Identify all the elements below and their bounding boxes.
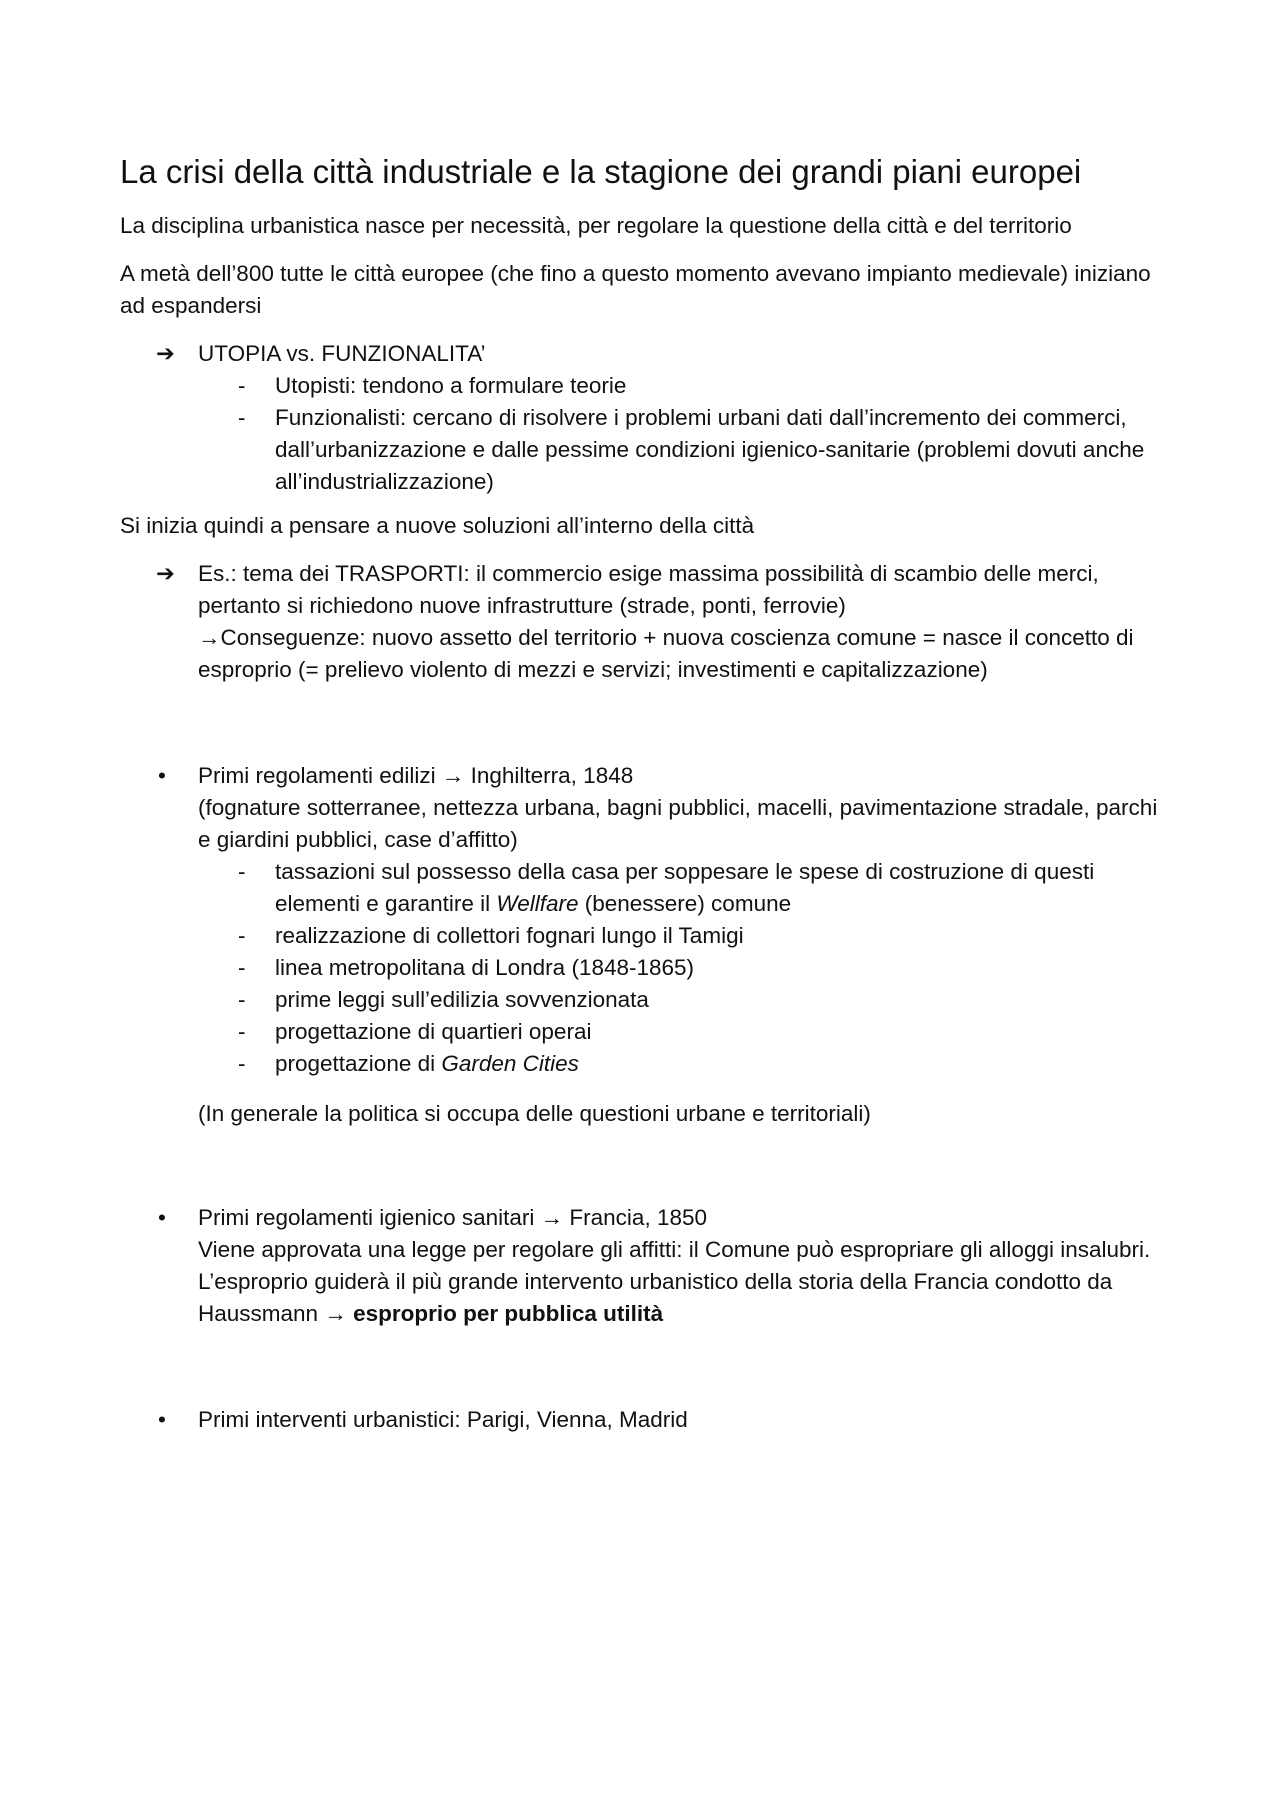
list-item: - prime leggi sull’edilizia sovvenzionata [275,984,1160,1016]
document-title: La crisi della città industriale e la stagione dei grandi piani europei [120,153,1082,190]
thin-arrow-icon: → [324,1301,347,1326]
dash-marker: - [238,373,246,398]
list-item: - linea metropolitana di Londra (1848-1865) [275,952,1160,984]
thin-arrow-icon: → [198,625,221,650]
england-bullet-item [120,760,1160,856]
france-bold-text: esproprio per pubblica utilità [353,1301,664,1326]
arrow-bullet-icon: ➔ [156,341,175,366]
new-solutions-paragraph: Si inizia quindi a pensare a nuove soluzioni all’interno della città [120,513,755,538]
interventions-bullet-item [120,1404,1160,1436]
dash-marker: - [238,955,246,980]
utopia-arrow-item [120,338,1160,370]
thin-arrow-icon: → [540,1205,564,1230]
arrow-bullet-icon: ➔ [156,561,175,586]
england-note: (In generale la politica si occupa delle questioni urbane e territoriali) [198,1101,871,1126]
utopia-list [120,370,1160,498]
intro-paragraph-2: A metà dell’800 tutte le città europee (che fino a questo momento avevano impianto medievale) iniziano ad espandersi [120,261,1151,318]
list-item: - Funzionalisti: cercano di risolvere i problemi urbani dati dall’incremento dei commerci, dall’urbanizzazione e dalle pessime condizioni igienico-sanitarie (problemi dovuti anche all’industrializzazione) [275,402,1160,498]
england-heading-target: Inghilterra, 1848 [470,763,634,788]
utopia-heading: UTOPIA vs. FUNZIONALITA’ [198,341,486,366]
dash-marker: - [238,1051,246,1076]
dash-marker: - [238,987,246,1012]
interventions-text: Primi interventi urbanistici: Parigi, Vienna, Madrid [198,1407,688,1432]
intro-paragraph-1: La disciplina urbanistica nasce per necessità, per regolare la questione della città e del territorio [120,213,1072,238]
dash-marker: - [238,1019,246,1044]
thin-arrow-icon: → [441,763,465,788]
bullet-icon: • [158,1407,166,1432]
france-heading: Primi regolamenti igienico sanitari [198,1205,535,1230]
dash-marker: - [238,923,246,948]
england-details: (fognature sotterranee, nettezza urbana, bagni pubblici, macelli, pavimentazione stradale, parchi e giardini pubblici, case d’affitto) [198,795,1158,852]
bullet-icon: • [158,1205,166,1230]
france-heading-target: Francia, 1850 [569,1205,708,1230]
list-item: - realizzazione di collettori fognari lungo il Tamigi [275,920,1160,952]
list-item: - progettazione di Garden Cities [275,1048,1160,1080]
consequences-text: Conseguenze: nuovo assetto del territorio + nuova coscienza comune = nasce il concetto di esproprio (= prelievo violento di mezzi e servizi; investimenti e capitalizzazione) [198,625,1134,682]
bullet-icon: • [158,763,166,788]
dash-marker: - [238,405,246,430]
transport-text: Es.: tema dei TRASPORTI: il commercio esige massima possibilità di scambio delle merci, pertanto si richiedono nuove infrastrutture (strade, ponti, ferrovie) [198,561,1099,618]
france-bullet-item [120,1202,1160,1330]
france-text: Viene approvata una legge per regolare gli affitti: il Comune può espropriare gli alloggi insalubri. L’esproprio guiderà il più grande intervento urbanistico della storia della Francia condotto da Haussmann [198,1237,1151,1326]
list-item: - progettazione di quartieri operai [275,1016,1160,1048]
list-item: - Utopisti: tendono a formulare teorie [275,370,1160,402]
transport-arrow-item [120,558,1160,686]
dash-marker: - [238,859,246,884]
england-list [120,856,1160,1080]
list-item: - tassazioni sul possesso della casa per soppesare le spese di costruzione di questi elementi e garantire il Wellfare (benessere) comune [275,856,1160,920]
england-heading: Primi regolamenti edilizi [198,763,436,788]
